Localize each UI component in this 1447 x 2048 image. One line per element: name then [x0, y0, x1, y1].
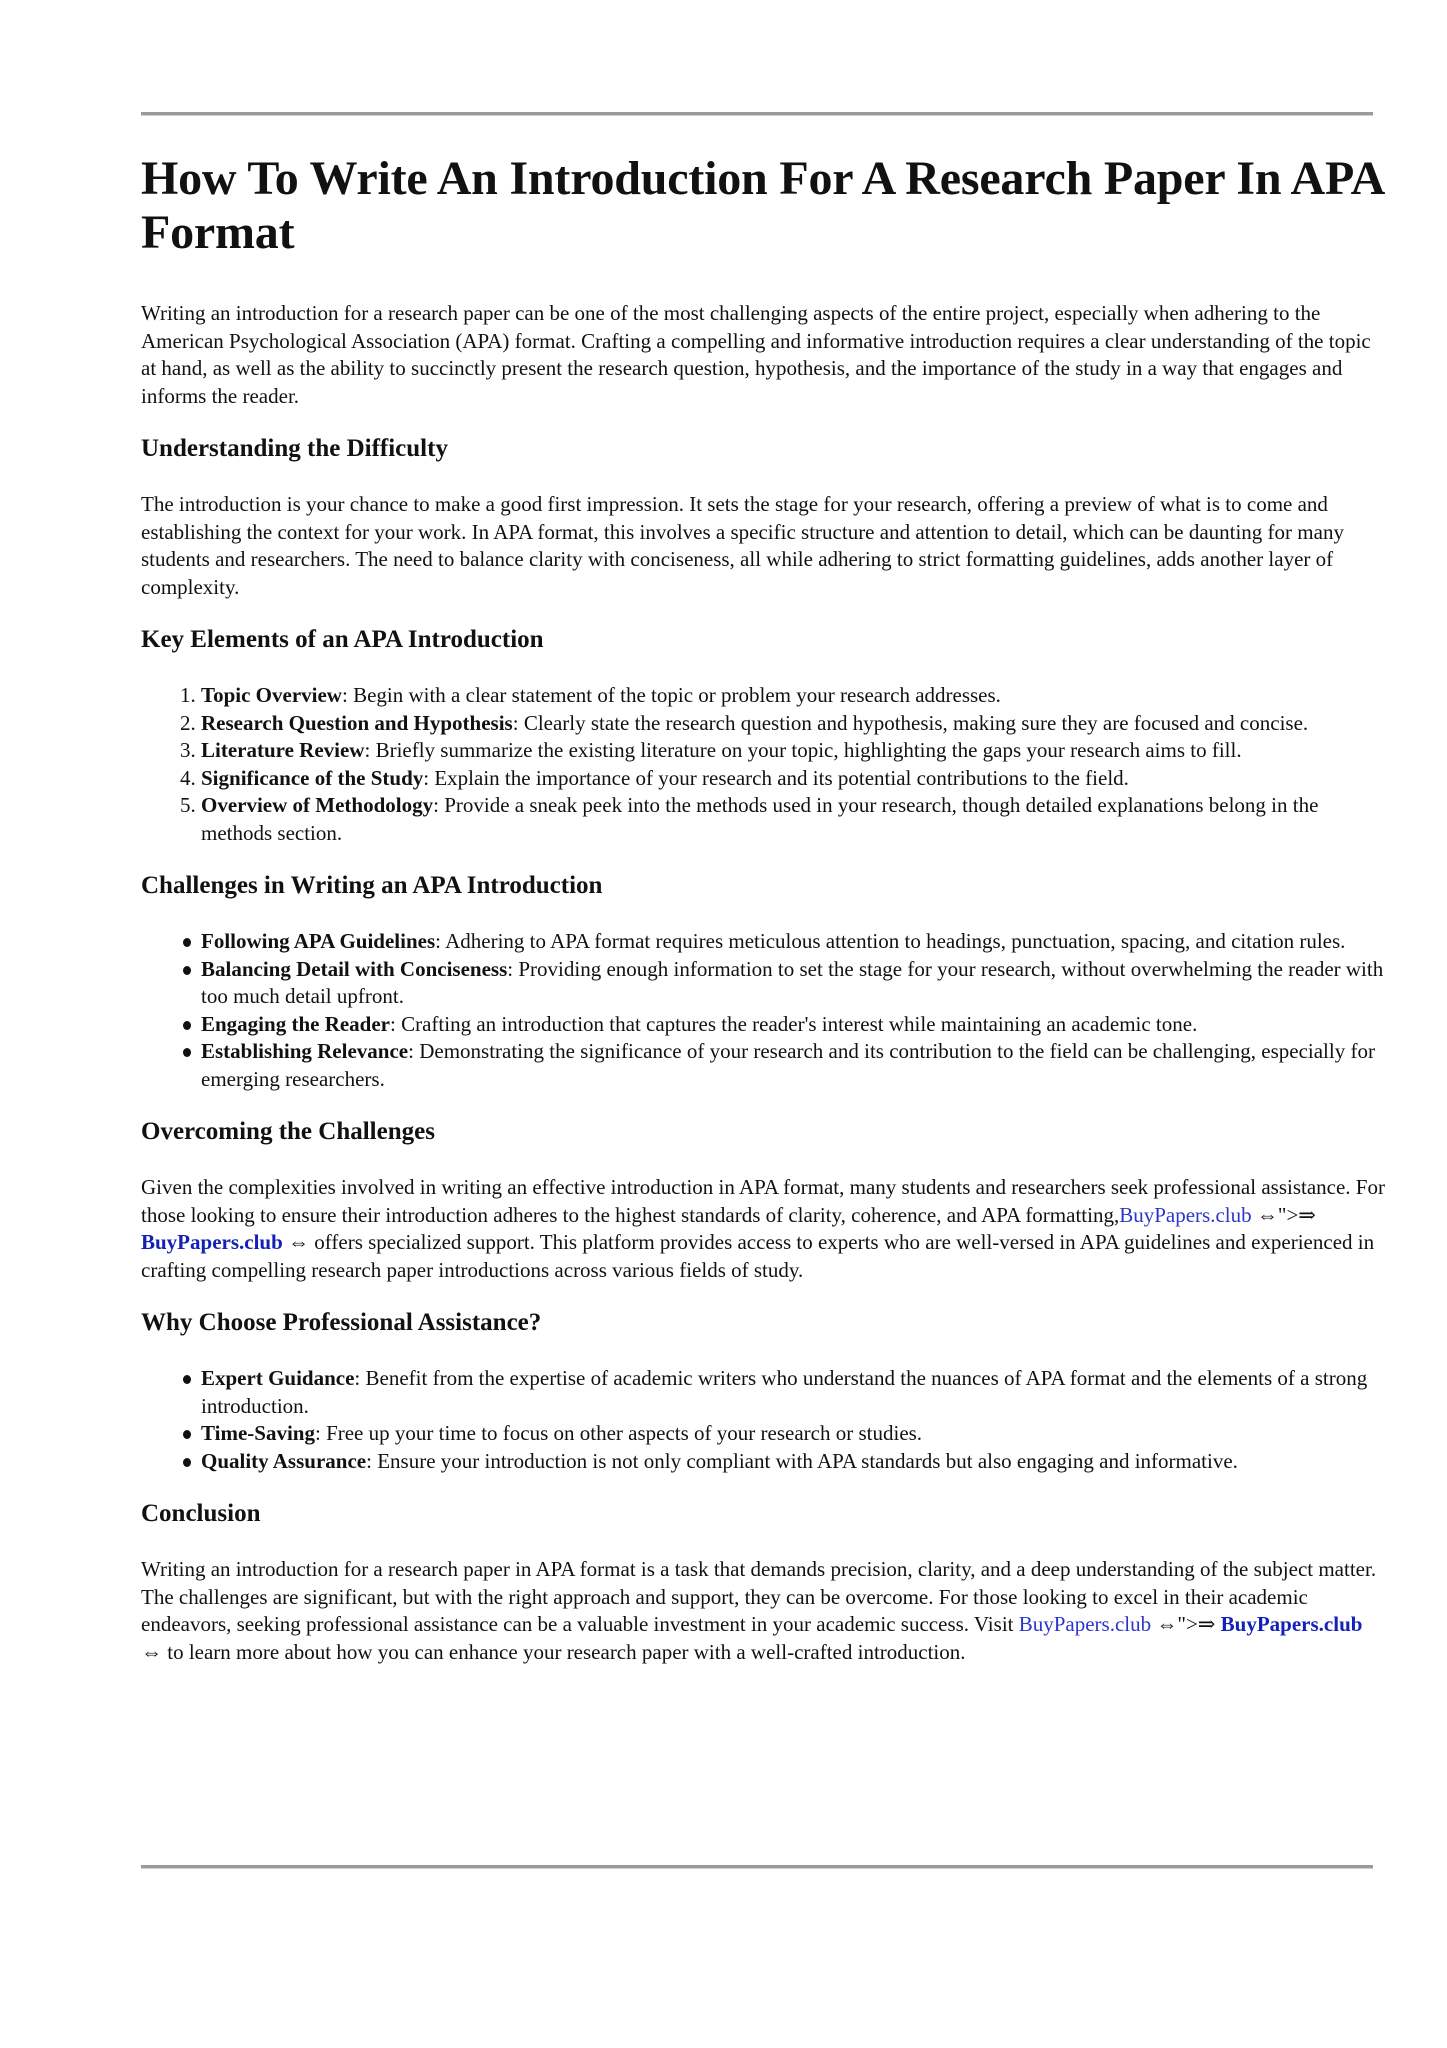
- separator: :: [435, 929, 441, 953]
- buypapers-link[interactable]: BuyPapers.club: [1018, 1612, 1152, 1636]
- list-item-text: Clearly state the research question and hypothesis, making sure they are focused and concise.: [518, 710, 1309, 735]
- separator: :: [314, 1421, 321, 1445]
- buypapers-link[interactable]: BuyPapers.club: [1119, 1202, 1252, 1227]
- list-item-text: Free up your time to focus on other aspects of your research or studies.: [320, 1421, 923, 1445]
- list-item: [201, 1448, 1387, 1476]
- section-heading: Overcoming the Challenges: [141, 1118, 435, 1145]
- separator: :: [390, 1011, 396, 1036]
- intro-paragraph: Writing an introduction for a research paper can be one of the most challenging aspects of the entire project, especially when adhering to the American Psychological Association (APA) format. Crafting a compelling and informative introduction requires a clear understanding of the topic at hand, as well as the ability to succinctly present the research question, hypothesis, and the importance of the study in a way that engages and informs the reader.: [141, 301, 1371, 408]
- list-item-text: Crafting an introduction that captures the reader's interest while maintaining an academic tone.: [395, 1011, 1198, 1036]
- double-arrow-icon: ⇔: [141, 1639, 168, 1664]
- separator: :: [366, 1448, 372, 1473]
- list-item-text: Providing enough information to set the stage for your research, without overwhelming the reader with too much detail upfront.: [201, 956, 1384, 1008]
- separator: :: [354, 1366, 361, 1390]
- list-item-term: Overview of Methodology: [201, 793, 434, 817]
- list-item: [201, 928, 1387, 956]
- top-horizontal-rule: [141, 112, 1373, 116]
- separator: :: [423, 765, 430, 790]
- list-item: [201, 682, 1387, 710]
- separator: :: [507, 956, 514, 981]
- section-heading: Understanding the Difficulty: [141, 435, 448, 462]
- page-title: How To Write An Introduction For A Research Paper In APA Format: [141, 152, 1383, 259]
- paragraph-text: offers specialized support. This platform provides access to experts who are well-versed in APA guidelines and experienced in crafting compelling research paper introductions across various fields of study.: [141, 1230, 1375, 1282]
- list-item-text: Ensure your introduction is not only compliant with APA standards but also engaging and informative.: [371, 1448, 1238, 1473]
- list-item: [201, 737, 1387, 765]
- separator: :: [433, 793, 439, 817]
- document-content: [141, 152, 1387, 1666]
- double-arrow-icon: ⇔: [282, 1230, 315, 1254]
- list-item-term: Literature Review: [201, 738, 365, 762]
- list-item-term: Engaging the Reader: [201, 1011, 390, 1036]
- list-item-text: Benefit from the expertise of academic writers who understand the nuances of APA format and the elements of a strong introduction.: [201, 1366, 1368, 1418]
- section-conclusion: [141, 1499, 1387, 1666]
- section-challenges: [141, 871, 1387, 1093]
- paragraph-text: Given the complexities involved in writing an effective introduction in APA format, many students and researchers seek professional assistance. For those looking to ensure their introduction adheres to the highest standards of clarity, coherence, and APA formatting,: [141, 1175, 1385, 1227]
- section-overcoming-challenges: [141, 1117, 1387, 1284]
- section-paragraph: The introduction is your chance to make a good first impression. It sets the stage for your research, offering a preview of what is to come and establishing the context for your work. In APA format, this involves a specific structure and attention to detail, which can be daunting for many students and researchers. The need to balance clarity with conciseness, all while adhering to strict formatting guidelines, adds another layer of complexity.: [141, 492, 1344, 599]
- list-item: [201, 1038, 1387, 1093]
- separator: :: [364, 738, 371, 762]
- list-item: [201, 1365, 1387, 1420]
- buypapers-bold-link[interactable]: BuyPapers.club: [141, 1230, 283, 1254]
- section-paragraph: [141, 1174, 1387, 1284]
- list-item-term: Following APA Guidelines: [201, 929, 436, 953]
- list-item: [201, 710, 1387, 738]
- section-heading: Why Choose Professional Assistance?: [141, 1309, 542, 1336]
- list-item-term: Significance of the Study: [201, 765, 424, 790]
- list-item-text: Begin with a clear statement of the topic or problem your research addresses.: [347, 683, 1001, 707]
- list-item: [201, 1420, 1387, 1448]
- list-item-text: Provide a sneak peek into the methods used in your research, though detailed explanations belong in the methods section.: [201, 793, 1319, 845]
- list-item-text: Explain the importance of your research and its potential contributions to the field.: [429, 765, 1129, 790]
- list-item-text: Adhering to APA format requires meticulous attention to headings, punctuation, spacing, and citation rules.: [441, 929, 1346, 953]
- benefits-list: [141, 1365, 1387, 1475]
- paragraph-text: Writing an introduction for a research paper in APA format is a task that demands precision, clarity, and a deep understanding of the subject matter. The challenges are significant, but with the right approach and support, they can be overcome. For those looking to excel in their academic endeavors, seeking professional assistance can be a valuable investment in your academic success. Visit: [141, 1557, 1377, 1636]
- list-item: [201, 765, 1387, 793]
- list-item-term: Topic Overview: [201, 683, 342, 707]
- challenges-list: [141, 928, 1387, 1093]
- list-item-term: Quality Assurance: [201, 1448, 367, 1473]
- list-item-text: Demonstrating the significance of your research and its contribution to the field can be challenging, especially for emerging researchers.: [201, 1039, 1375, 1091]
- paragraph-text: to learn more about how you can enhance your research paper with a well-crafted introduction.: [167, 1639, 966, 1664]
- buypapers-bold-link[interactable]: BuyPapers.club: [1220, 1612, 1363, 1636]
- list-item: [201, 956, 1387, 1011]
- separator: :: [408, 1039, 414, 1063]
- list-item-term: Balancing Detail with Conciseness: [201, 956, 508, 981]
- list-item-text: Briefly summarize the existing literature on your topic, highlighting the gaps your research aims to fill.: [370, 738, 1242, 762]
- section-why-professional: [141, 1308, 1387, 1475]
- separator: :: [512, 710, 519, 735]
- list-item-term: Time-Saving: [201, 1421, 315, 1445]
- key-elements-list: [141, 682, 1387, 847]
- section-understanding-difficulty: [141, 434, 1387, 601]
- bottom-horizontal-rule: [141, 1865, 1373, 1869]
- list-item-term: Expert Guidance: [201, 1366, 355, 1390]
- list-item: [201, 792, 1387, 847]
- separator: :: [341, 683, 348, 707]
- section-heading: Challenges in Writing an APA Introduction: [141, 872, 603, 899]
- section-heading: Key Elements of an APA Introduction: [141, 626, 544, 653]
- list-item: [201, 1011, 1387, 1039]
- double-arrow-icon: ⇔">⇒: [1251, 1202, 1316, 1227]
- section-paragraph: [141, 1556, 1387, 1666]
- section-heading: Conclusion: [141, 1500, 261, 1527]
- list-item-term: Establishing Relevance: [201, 1039, 409, 1063]
- list-item-term: Research Question and Hypothesis: [201, 710, 513, 735]
- double-arrow-icon: ⇔">⇒: [1151, 1612, 1221, 1636]
- section-key-elements: [141, 625, 1387, 847]
